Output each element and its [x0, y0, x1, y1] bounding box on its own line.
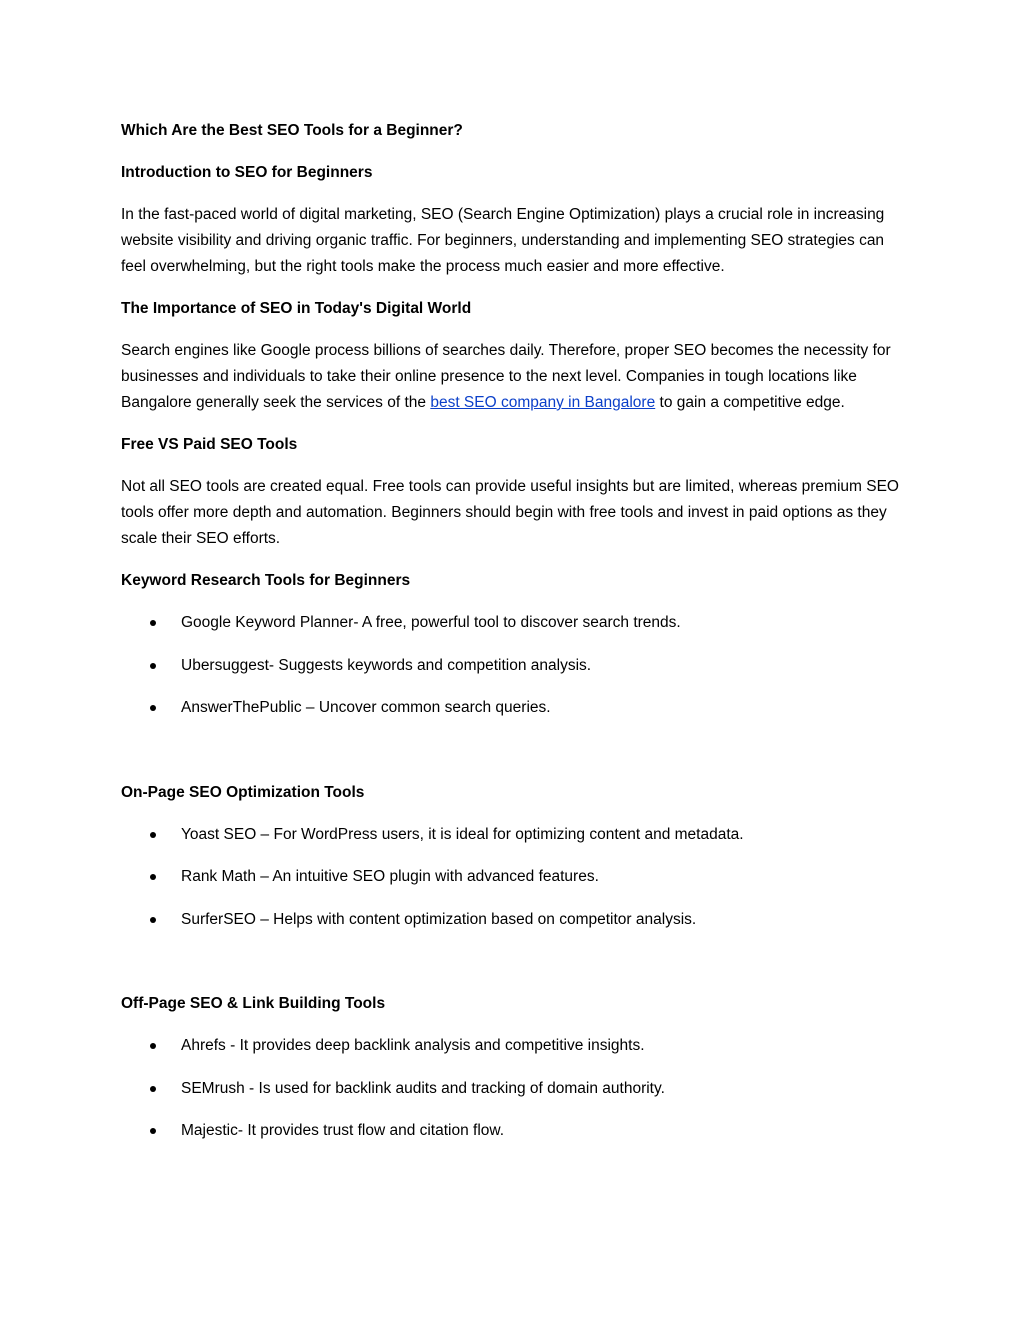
keyword-research-list: [121, 610, 911, 721]
bullet-icon: [150, 917, 156, 923]
list-item: [121, 907, 911, 933]
off-page-heading: Off-Page SEO & Link Building Tools: [121, 995, 386, 1012]
list-item: [121, 1033, 911, 1059]
bullet-icon: [150, 1043, 156, 1049]
importance-heading: The Importance of SEO in Today's Digital World: [121, 300, 472, 317]
list-item-text: Rank Math – An intuitive SEO plugin with advanced features.: [181, 868, 599, 885]
off-page-list: [121, 1033, 911, 1144]
list-item: [121, 1076, 911, 1102]
on-page-heading: On-Page SEO Optimization Tools: [121, 783, 365, 801]
list-item-text: SurferSEO – Helps with content optimization based on competitor analysis.: [181, 910, 697, 928]
list-item-text: Majestic- It provides trust flow and citation flow.: [181, 1122, 505, 1139]
importance-paragraph: [121, 338, 911, 416]
bullet-icon: [150, 705, 156, 711]
importance-text-after-link: to gain a competitive edge.: [655, 394, 845, 411]
bullet-icon: [150, 663, 156, 669]
intro-paragraph: In the fast-paced world of digital marketing, SEO (Search Engine Optimization) plays a crucial role in increasing website visibility and driving organic traffic. For beginners, understanding and implementing SEO strategies can feel overwhelming, but the right tools make the process much easier and more effective.: [121, 206, 885, 275]
list-item: [121, 695, 911, 721]
list-item: [121, 1118, 911, 1144]
bullet-icon: [150, 620, 156, 626]
list-item: [121, 610, 911, 636]
intro-heading: Introduction to SEO for Beginners: [121, 164, 373, 181]
list-item: [121, 653, 911, 679]
list-item-text: Ubersuggest- Suggests keywords and competition analysis.: [181, 656, 592, 674]
bullet-icon: [150, 832, 156, 838]
list-item: [121, 864, 911, 890]
seo-company-link[interactable]: best SEO company in Bangalore: [430, 394, 656, 411]
list-item-text: SEMrush - Is used for backlink audits and tracking of domain authority.: [181, 1079, 665, 1097]
bullet-icon: [150, 1086, 156, 1092]
spacer: [121, 738, 911, 780]
list-item-text: AnswerThePublic – Uncover common search queries.: [181, 699, 551, 716]
free-vs-paid-heading: Free VS Paid SEO Tools: [121, 436, 298, 453]
on-page-list: [121, 822, 911, 933]
document-page: [121, 118, 911, 1161]
bullet-icon: [150, 1128, 156, 1134]
importance-text-before-link: Search engines like Google process billions of searches daily. Therefore, proper SEO becomes the necessity for businesses and individuals to take their online presence to the next level. Companies in tough locations like Bangalore generally seek the services of the: [121, 342, 891, 411]
keyword-research-heading: Keyword Research Tools for Beginners: [121, 572, 411, 589]
list-item: [121, 822, 911, 848]
document-title: Which Are the Best SEO Tools for a Beginner?: [121, 122, 463, 139]
bullet-icon: [150, 874, 156, 880]
list-item-text: Ahrefs - It provides deep backlink analysis and competitive insights.: [181, 1037, 645, 1054]
list-item-text: Yoast SEO – For WordPress users, it is ideal for optimizing content and metadata.: [181, 825, 744, 843]
spacer: [121, 949, 911, 991]
list-item-text: Google Keyword Planner- A free, powerful tool to discover search trends.: [181, 614, 681, 631]
free-vs-paid-paragraph: Not all SEO tools are created equal. Free tools can provide useful insights but are limited, whereas premium SEO tools offer more depth and automation. Beginners should begin with free tools and invest in paid options as they scale their SEO efforts.: [121, 478, 899, 547]
